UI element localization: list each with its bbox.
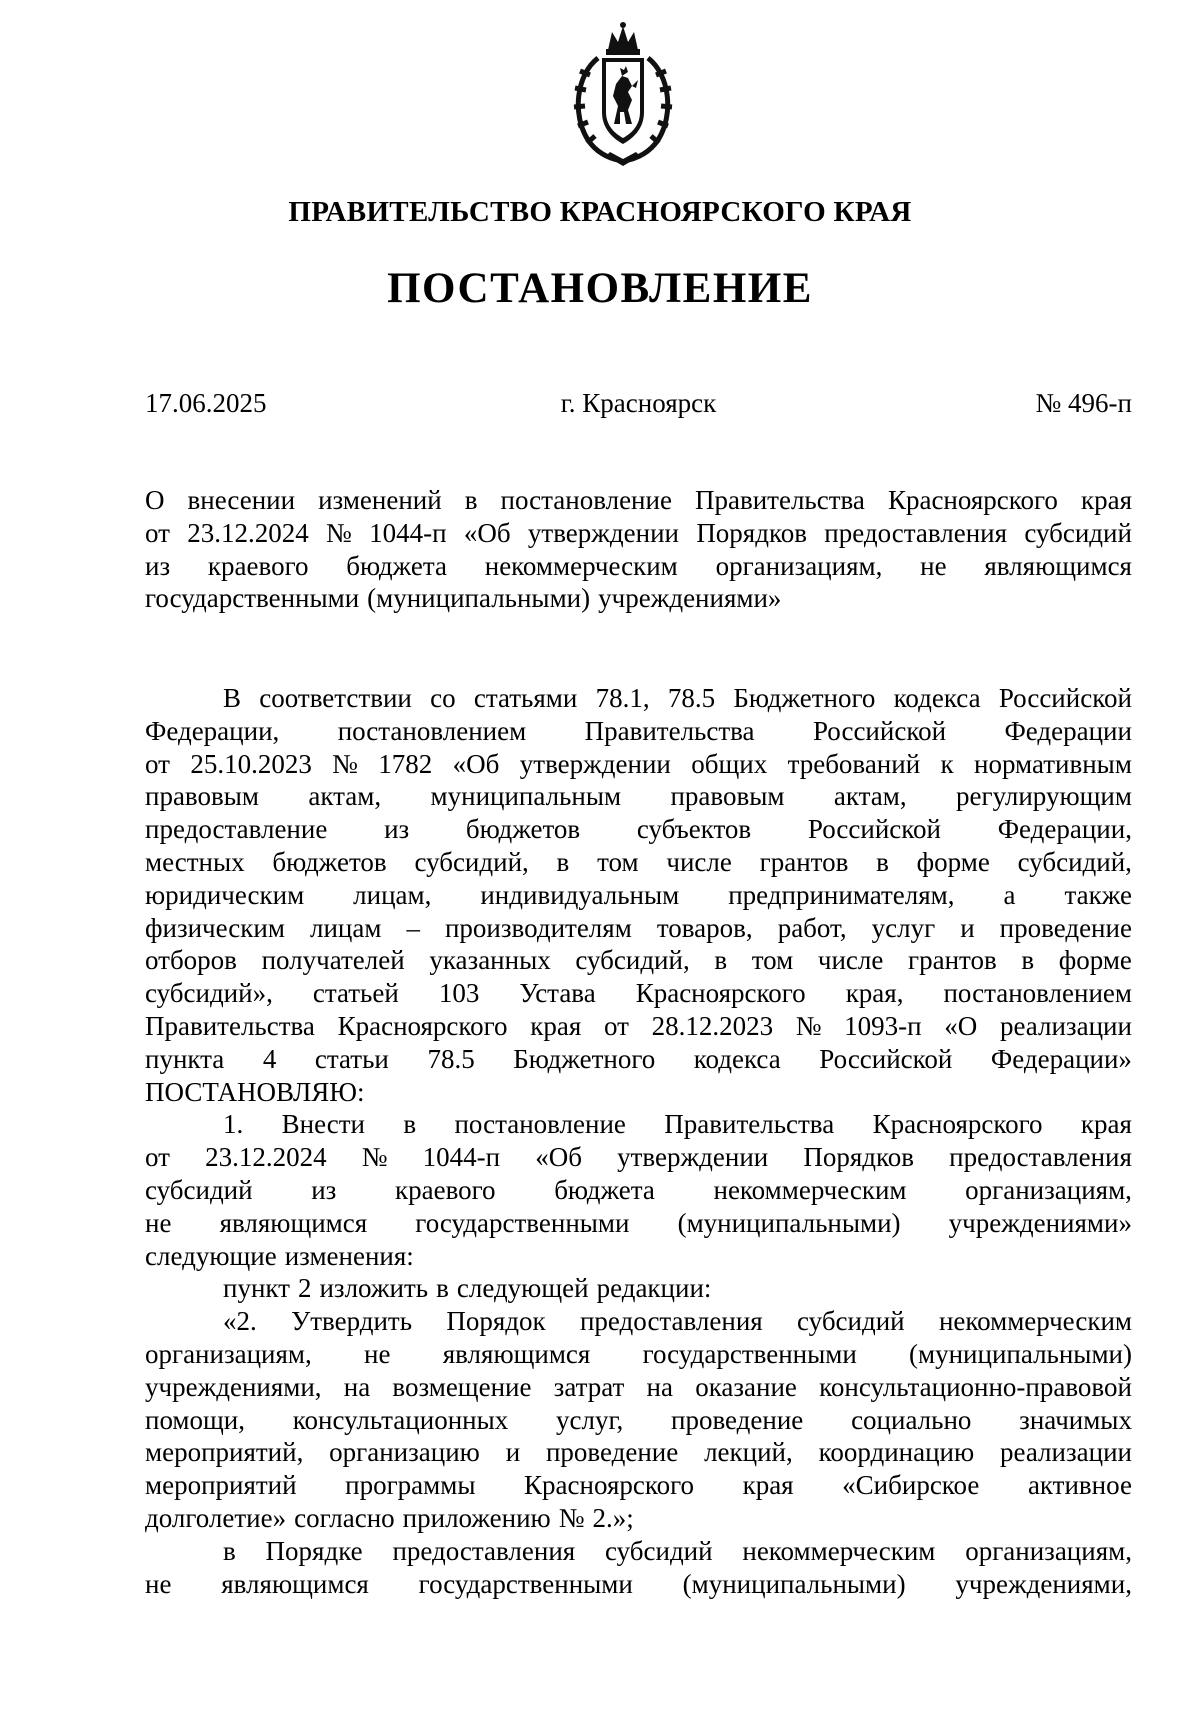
text-line: мероприятий, организацию и проведение лекций, координацию реализации [145, 1437, 1132, 1468]
document-subject [145, 484, 1132, 615]
text-line: ПОСТАНОВЛЯЮ: [145, 1076, 365, 1107]
text-line: субсидий из краевого бюджета некоммерческим организациям, [145, 1174, 1132, 1205]
text-line: Федерации, постановлением Правительства Российской Федерации [145, 715, 1132, 746]
text-line: юридическим лицам, индивидуальным предпринимателям, а также [145, 879, 1132, 910]
document-meta-row [145, 388, 1132, 424]
text-line: из краевого бюджета некоммерческим организациям, не являющимся [145, 550, 1132, 581]
document-type-title: ПОСТАНОВЛЕНИЕ [387, 265, 813, 312]
text-line: местных бюджетов субсидий, в том числе грантов в форме субсидий, [145, 846, 1132, 877]
text-line: от 23.12.2024 № 1044-п «Об утверждении Порядков предоставления [145, 1142, 1132, 1173]
text-line: в Порядке предоставления субсидий некоммерческим организациям, [223, 1535, 1132, 1566]
text-line: не являющимся государственными (муниципальными) учреждениями» [145, 1207, 1132, 1238]
document-body [145, 682, 1132, 1600]
text-line: от 25.10.2023 № 1782 «Об утверждении общих требований к нормативным [145, 748, 1132, 779]
text-line: организациям, не являющимся государственными (муниципальными) [145, 1338, 1132, 1369]
text-line: правовым актам, муниципальным правовым актам, регулирующим [145, 781, 1132, 812]
text-line: предоставление из бюджетов субъектов Российской Федерации, [145, 814, 1132, 845]
text-line: долголетие» согласно приложению № 2.»; [145, 1502, 634, 1533]
text-line: 1. Внести в постановление Правительства Красноярского края [223, 1109, 1132, 1140]
text-line: следующие изменения: [145, 1240, 414, 1271]
document-number: № 496-п [1035, 388, 1132, 418]
document-date: 17.06.2025 [145, 388, 267, 418]
text-line: физическим лицам – производителям товаров, работ, услуг и проведение [145, 912, 1132, 943]
text-line: помощи, консультационных услуг, проведение социально значимых [145, 1404, 1132, 1435]
text-line: субсидий», статьей 103 Устава Красноярского края, постановлением [145, 978, 1132, 1009]
krasnoyarsk-coat-of-arms-icon [558, 20, 688, 170]
text-line: не являющимся государственными (муниципальными) учреждениями, [145, 1568, 1132, 1599]
organization-title: ПРАВИТЕЛЬСТВО КРАСНОЯРСКОГО КРАЯ [288, 196, 912, 228]
text-line: отборов получателей указанных субсидий, в том числе грантов в форме [145, 945, 1132, 976]
text-line: учреждениями, на возмещение затрат на оказание консультационно-правовой [145, 1371, 1132, 1402]
text-line: пункта 4 статьи 78.5 Бюджетного кодекса Российской Федерации» [145, 1043, 1132, 1074]
text-line: мероприятий программы Красноярского края «Сибирское активное [145, 1470, 1132, 1501]
document-city: г. Красноярск [560, 388, 717, 418]
text-line: пункт 2 изложить в следующей редакции: [223, 1273, 712, 1304]
text-line: «2. Утвердить Порядок предоставления субсидий некоммерческим [223, 1306, 1132, 1337]
text-line: Правительства Красноярского края от 28.12.2023 № 1093-п «О реализации [145, 1010, 1132, 1041]
text-line: государственными (муниципальными) учреждениями» [145, 583, 782, 614]
text-line: В соответствии со статьями 78.1, 78.5 Бюджетного кодекса Российской [223, 683, 1132, 713]
text-line: О внесении изменений в постановление Правительства Красноярского края [145, 485, 1132, 515]
text-line: от 23.12.2024 № 1044-п «Об утверждении Порядков предоставления субсидий [145, 517, 1132, 548]
